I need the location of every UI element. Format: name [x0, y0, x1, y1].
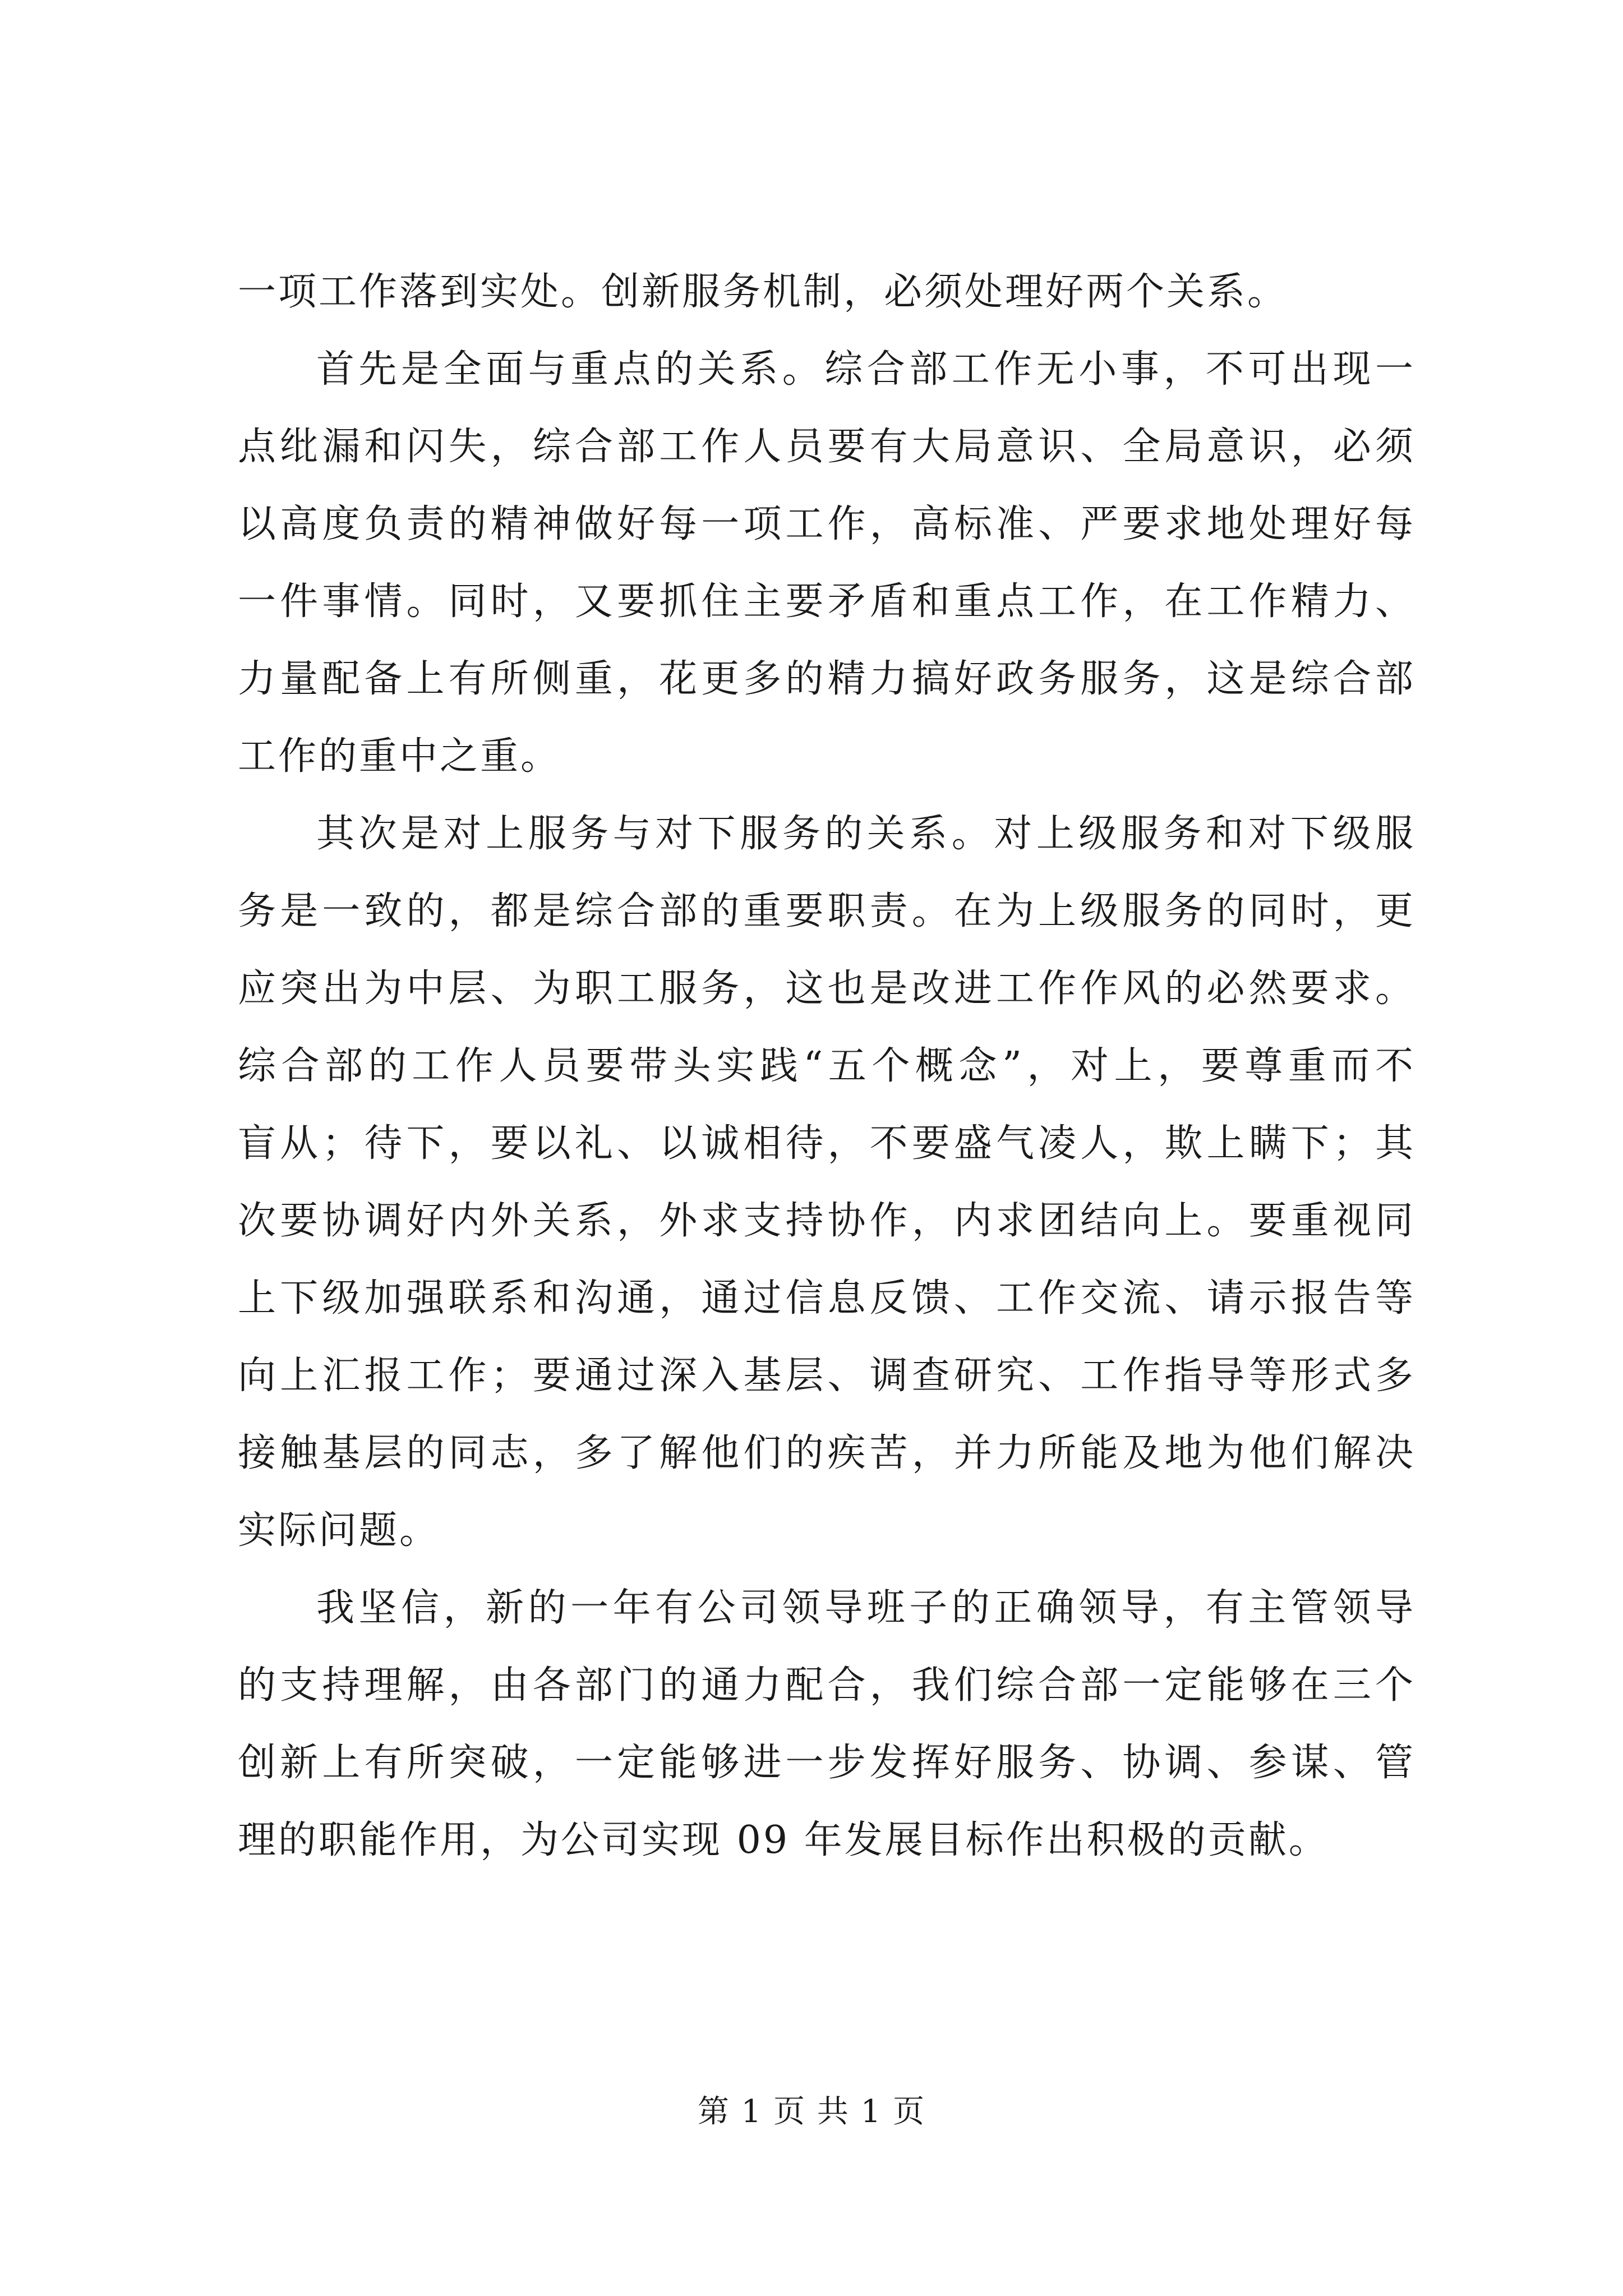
text-line: 力量配备上有所侧重，花更多的精力搞好政务服务，这是综合部 [238, 657, 1415, 701]
text-line: 创新上有所突破，一定能够进一步发挥好服务、协调、参谋、管 [238, 1741, 1415, 1785]
text-line: 我坚信，新的一年有公司领导班子的正确领导，有主管领导 [316, 1586, 1415, 1630]
text-line: 接触基层的同志，多了解他们的疾苦，并力所能及地为他们解决 [238, 1431, 1415, 1475]
text-line: 次要协调好内外关系，外求支持协作，内求团结向上。要重视同 [238, 1199, 1415, 1243]
text-line: 理的职能作用，为公司实现 09 年发展目标作出积极的贡献。 [238, 1818, 1329, 1862]
text-line: 一项工作落到实处。创新服务机制，必须处理好两个关系。 [238, 270, 1288, 314]
body-text [238, 254, 1415, 1879]
text-line: 实际问题。 [238, 1508, 440, 1553]
page-footer: 第 1 页 共 1 页 [697, 2093, 926, 2130]
text-line: 应突出为中层、为职工服务，这也是改进工作作风的必然要求。 [238, 967, 1415, 1011]
text-line: 点纰漏和闪失，综合部工作人员要有大局意识、全局意识，必须 [238, 425, 1415, 469]
text-line: 务是一致的，都是综合部的重要职责。在为上级服务的同时，更 [238, 889, 1415, 933]
text-line: 以高度负责的精神做好每一项工作，高标准、严要求地处理好每 [238, 502, 1415, 546]
text-line: 工作的重中之重。 [238, 734, 561, 779]
text-line: 的支持理解，由各部门的通力配合，我们综合部一定能够在三个 [238, 1663, 1415, 1708]
text-line: 向上汇报工作；要通过深入基层、调查研究、工作指导等形式多 [238, 1354, 1415, 1398]
text-line: 一件事情。同时，又要抓住主要矛盾和重点工作，在工作精力、 [238, 579, 1415, 624]
text-line: 其次是对上服务与对下服务的关系。对上级服务和对下级服 [316, 812, 1415, 856]
text-line: 上下级加强联系和沟通，通过信息反馈、工作交流、请示报告等 [238, 1276, 1415, 1320]
text-line: 盲从；待下，要以礼、以诚相待，不要盛气凌人，欺上瞒下；其 [238, 1121, 1415, 1166]
text-line: 综合部的工作人员要带头实践“五个概念”，对上，要尊重而不 [238, 1044, 1415, 1088]
text-line: 首先是全面与重点的关系。综合部工作无小事，不可出现一 [316, 347, 1415, 392]
